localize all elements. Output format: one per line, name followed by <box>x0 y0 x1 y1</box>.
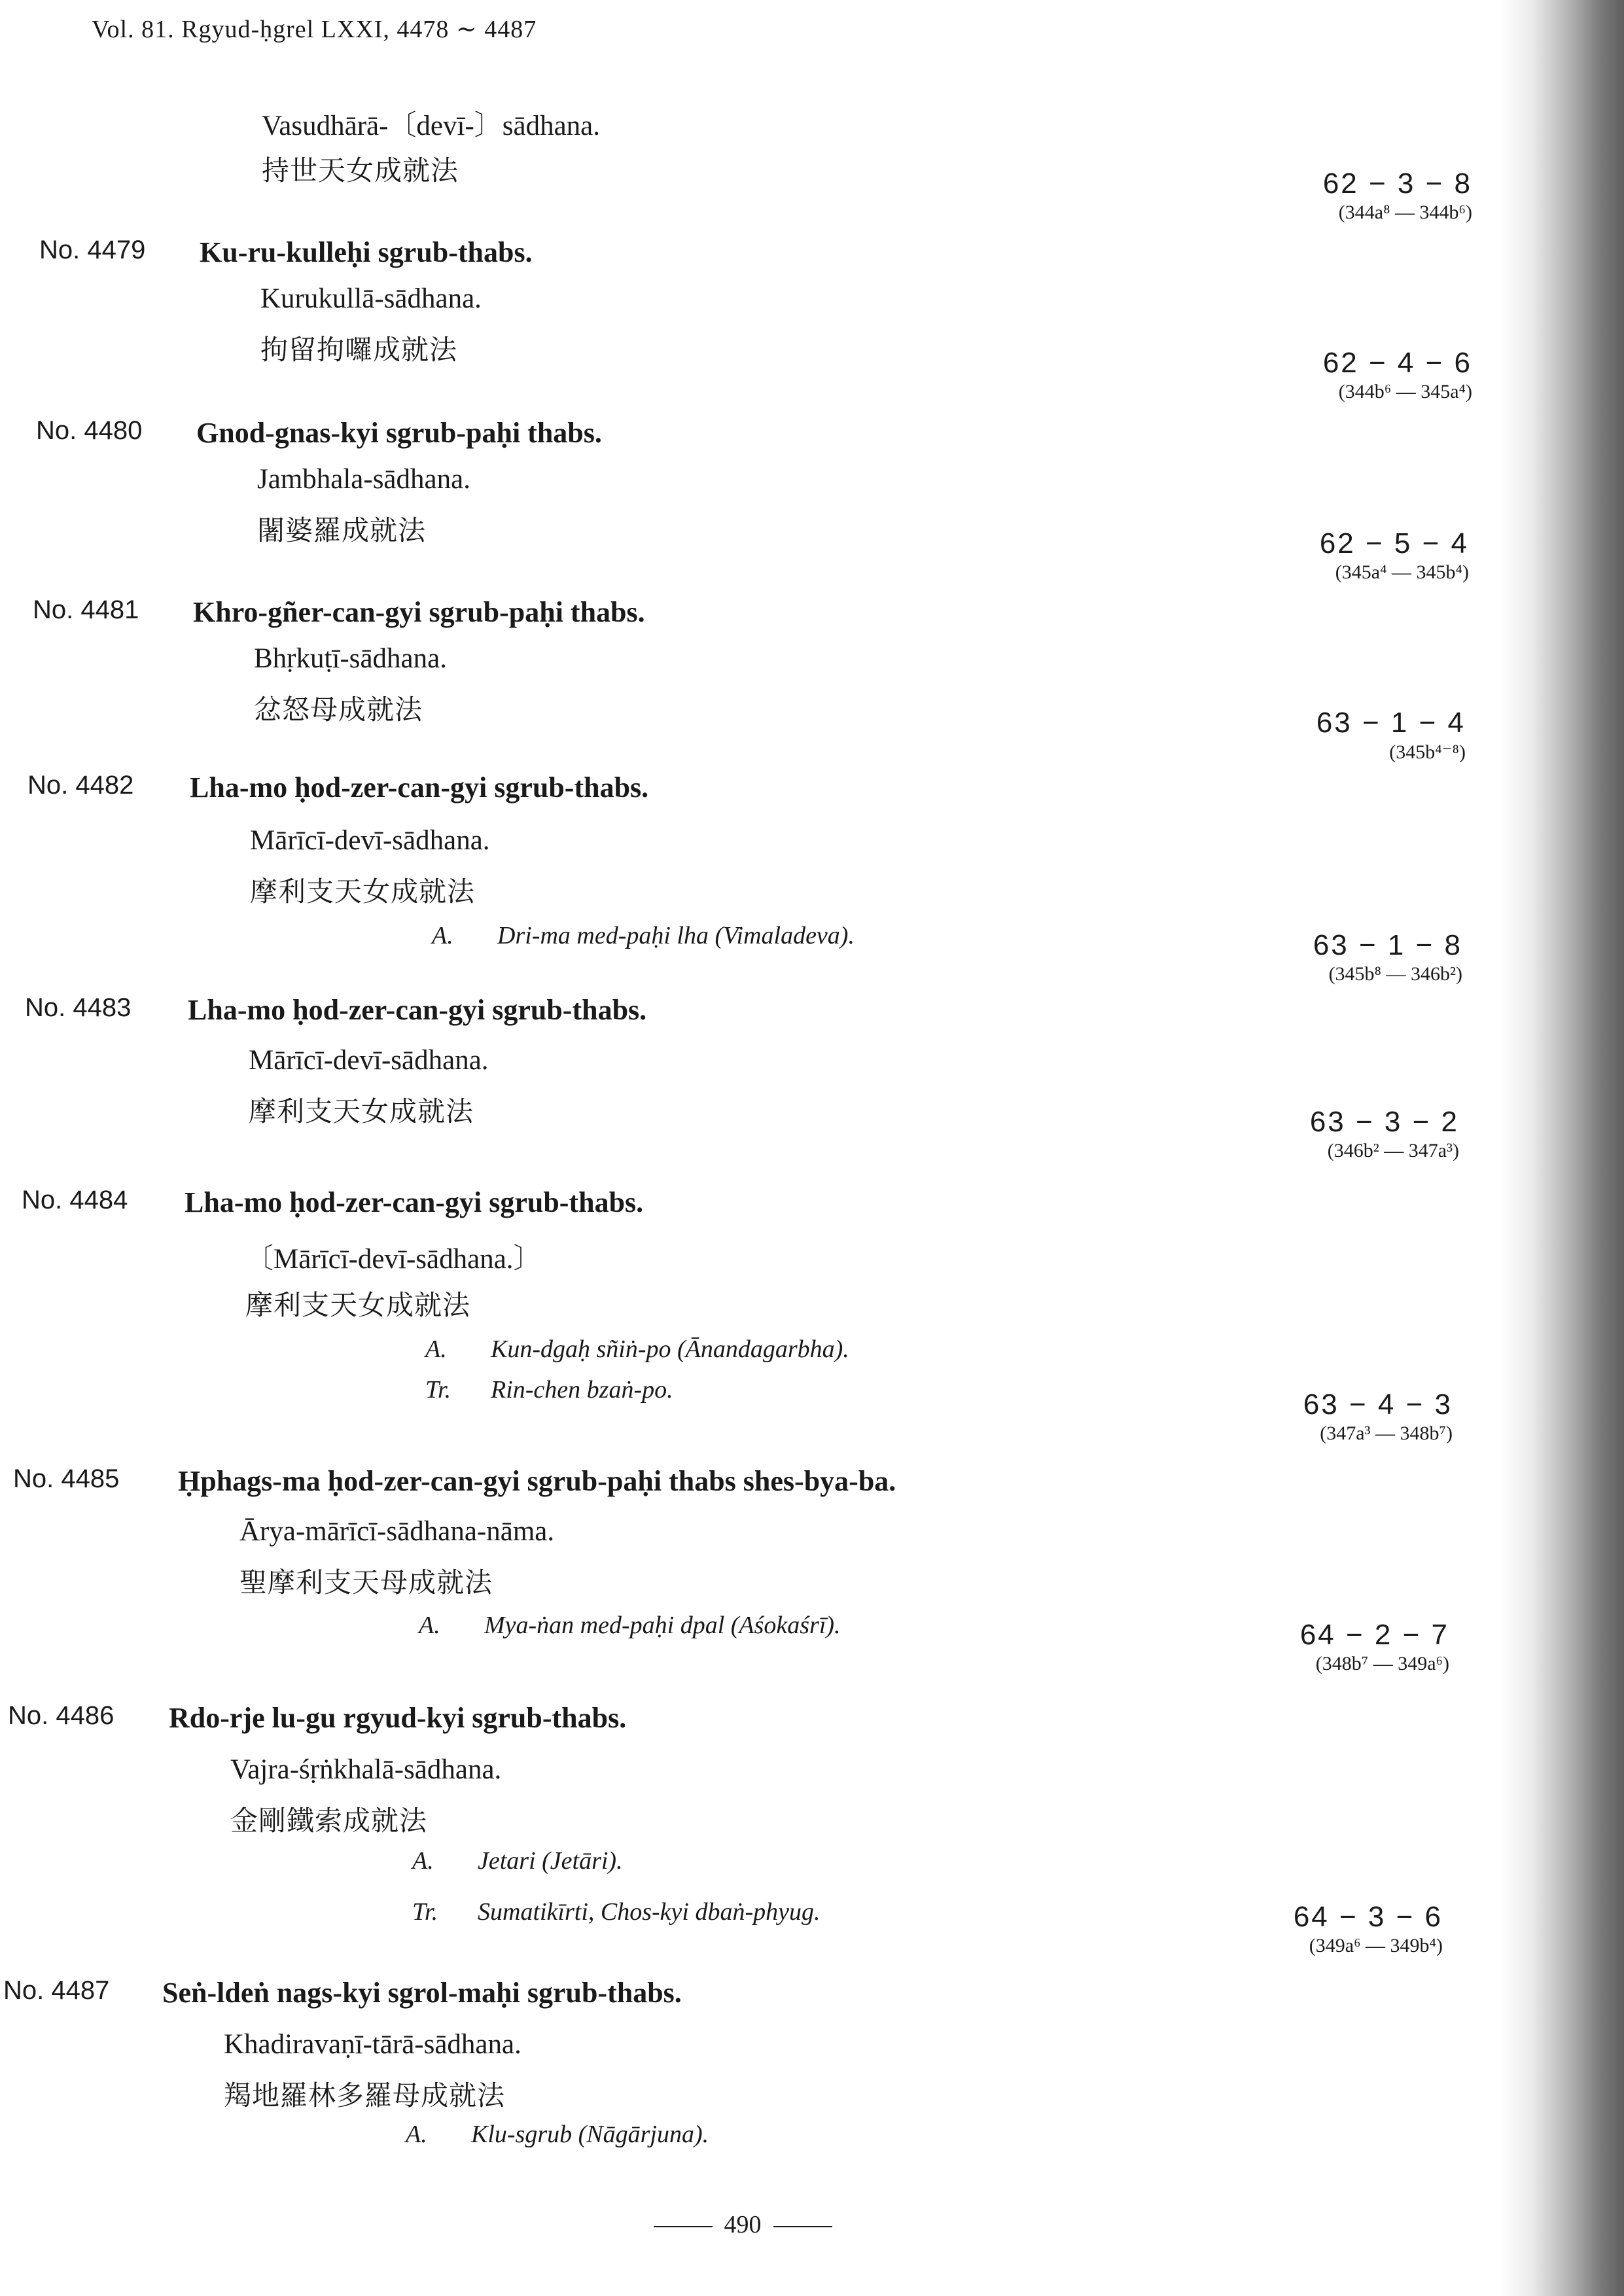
chinese-title: 金剛鐵索成就法 <box>230 1805 428 1837</box>
folio-number: 63 − 4 − 3 <box>1303 1388 1453 1421</box>
volume-reference <box>1233 527 1469 584</box>
entry-number: No. 4482 <box>27 771 134 800</box>
folio-number: 63 − 3 − 2 <box>1309 1106 1459 1138</box>
translator-role: Tr. <box>425 1376 451 1404</box>
page-range: (347a³ — 348b⁷) <box>1320 1422 1453 1444</box>
tibetan-title: Ḥphags-ma ḥod-zer-can-gyi sgrub-paḥi thabs shes-bya-ba. <box>178 1465 896 1497</box>
author-role: A. <box>406 2121 427 2148</box>
sanskrit-title: Bhṛkuṭī-sādhana. <box>254 643 447 674</box>
volume-reference <box>1214 1619 1449 1675</box>
volume-reference <box>1237 347 1472 403</box>
entry-number: No. 4481 <box>33 595 139 624</box>
author-name: Mya-ṅan med-paḥi dpal (Aśokaśrī). <box>484 1612 841 1639</box>
author-line <box>412 1846 623 1875</box>
author-role: A. <box>412 1847 434 1875</box>
page-range: (344b⁶ — 345a⁴) <box>1338 381 1472 402</box>
volume-reference <box>1227 929 1462 985</box>
footer-rule-left <box>654 2226 713 2227</box>
page-range: (348b⁷ — 349a⁶) <box>1315 1653 1449 1674</box>
author-role: A. <box>419 1612 440 1639</box>
author-role: A. <box>425 1335 447 1363</box>
translator-line <box>412 1898 820 1926</box>
entry-number: No. 4487 <box>3 1976 110 2005</box>
chinese-title: 摩利支天女成就法 <box>245 1289 471 1321</box>
sanskrit-title: Ārya-mārīcī-sādhana-nāma. <box>239 1516 555 1547</box>
author-line <box>406 2120 709 2149</box>
entry-number: No. 4484 <box>22 1186 128 1214</box>
sanskrit-title: Jambhala-sādhana. <box>257 464 470 495</box>
page-range: (345b⁸ — 346b²) <box>1328 963 1462 985</box>
author-name: Klu-sgrub (Nāgārjuna). <box>471 2121 709 2148</box>
tibetan-title: Ku-ru-kulleḥi sgrub-thabs. <box>200 236 533 268</box>
tibetan-title: Seṅ-ldeṅ nags-kyi sgrol-maḥi sgrub-thabs. <box>162 1977 682 2009</box>
author-name: Dri-ma med-paḥi lha (Vimaladeva). <box>497 922 855 949</box>
folio-number: 64 − 2 − 7 <box>1299 1619 1449 1651</box>
tibetan-title: Rdo-rje lu-gu rgyud-kyi sgrub-thabs. <box>169 1702 627 1734</box>
page-range: (346b² — 347a³) <box>1327 1140 1459 1161</box>
chinese-title: 羯地羅林多羅母成就法 <box>224 2079 506 2111</box>
tibetan-title: Lha-mo ḥod-zer-can-gyi sgrub-thabs. <box>185 1186 644 1218</box>
sanskrit-title: Kurukullā-sādhana. <box>260 283 482 314</box>
chinese-title: 摩利支天女成就法 <box>249 1095 474 1127</box>
tibetan-title: Lha-mo ḥod-zer-can-gyi sgrub-thabs. <box>190 771 649 804</box>
author-line <box>432 921 855 950</box>
translator-name: Rin-chen bzaṅ-po. <box>491 1376 673 1404</box>
sanskrit-title: Mārīcī-devī-sādhana. <box>250 825 490 856</box>
volume-reference <box>1230 707 1466 764</box>
author-line <box>425 1335 849 1364</box>
volume-reference <box>1224 1106 1459 1162</box>
sanskrit-title: Vajra-śṛṅkhalā-sādhana. <box>230 1754 502 1785</box>
translator-name: Sumatikīrti, Chos-kyi dbaṅ-phyug. <box>478 1898 821 1926</box>
entry-number: No. 4485 <box>13 1464 120 1493</box>
chinese-title: 聖摩利支天母成就法 <box>239 1566 493 1598</box>
sanskrit-title: 〔Mārīcī-devī-sādhana.〕 <box>245 1244 542 1275</box>
page-footer <box>0 2210 1485 2239</box>
chinese-title: 忿怒母成就法 <box>254 694 423 726</box>
chinese-title: 闍婆羅成就法 <box>257 514 427 546</box>
tibetan-title: Gnod-gnas-kyi sgrub-paḥi thabs. <box>196 417 602 449</box>
entry-number: No. 4479 <box>39 236 146 264</box>
folio-number: 62 − 5 − 4 <box>1319 527 1469 559</box>
author-line <box>419 1611 841 1640</box>
author-role: A. <box>432 922 453 949</box>
volume-reference <box>1237 168 1472 224</box>
entry-number: No. 4483 <box>25 993 132 1022</box>
volume-reference <box>1217 1388 1453 1445</box>
page-number: 490 <box>724 2211 762 2238</box>
page-range: (345a⁴ — 345b⁴) <box>1335 561 1469 583</box>
folio-number: 63 − 1 − 4 <box>1316 707 1466 739</box>
tibetan-title: Lha-mo ḥod-zer-can-gyi sgrub-thabs. <box>188 994 647 1026</box>
folio-number: 63 − 1 − 8 <box>1313 929 1462 961</box>
page-range: (344a⁸ — 344b⁶) <box>1338 202 1472 223</box>
folio-number: 62 − 4 − 6 <box>1322 347 1472 379</box>
translator-role: Tr. <box>412 1898 438 1926</box>
chinese-title: 拘留拘囉成就法 <box>260 334 458 366</box>
page-range: (345b⁴⁻⁸) <box>1389 741 1466 763</box>
entry-number: No. 4480 <box>36 416 143 445</box>
scan-edge-shadow <box>1500 0 1624 2296</box>
sanskrit-title: Khadiravaṇī-tārā-sādhana. <box>224 2029 521 2060</box>
running-head: Vol. 81. Rgyud-ḥgrel LXXI, 4478 ∼ 4487 <box>92 16 537 43</box>
chinese-title: 持世天女成就法 <box>262 154 459 186</box>
author-name: Jetari (Jetāri). <box>478 1847 623 1875</box>
tibetan-title: Khro-gñer-can-gyi sgrub-paḥi thabs. <box>193 596 645 628</box>
chinese-title: 摩利支天女成就法 <box>250 875 476 908</box>
sanskrit-title: Mārīcī-devī-sādhana. <box>249 1045 489 1076</box>
folio-number: 64 − 3 − 6 <box>1293 1901 1443 1933</box>
author-name: Kun-dgaḥ sñiṅ-po (Ānandagarbha). <box>491 1335 849 1363</box>
footer-rule-right <box>773 2226 832 2227</box>
entry-number: No. 4486 <box>8 1701 115 1730</box>
sanskrit-title: Vasudhārā-〔devī-〕sādhana. <box>262 111 601 141</box>
volume-reference <box>1207 1901 1443 1957</box>
page-range: (349a⁶ — 349b⁴) <box>1309 1935 1443 1956</box>
folio-number: 62 − 3 − 8 <box>1322 168 1472 200</box>
translator-line <box>425 1375 673 1404</box>
